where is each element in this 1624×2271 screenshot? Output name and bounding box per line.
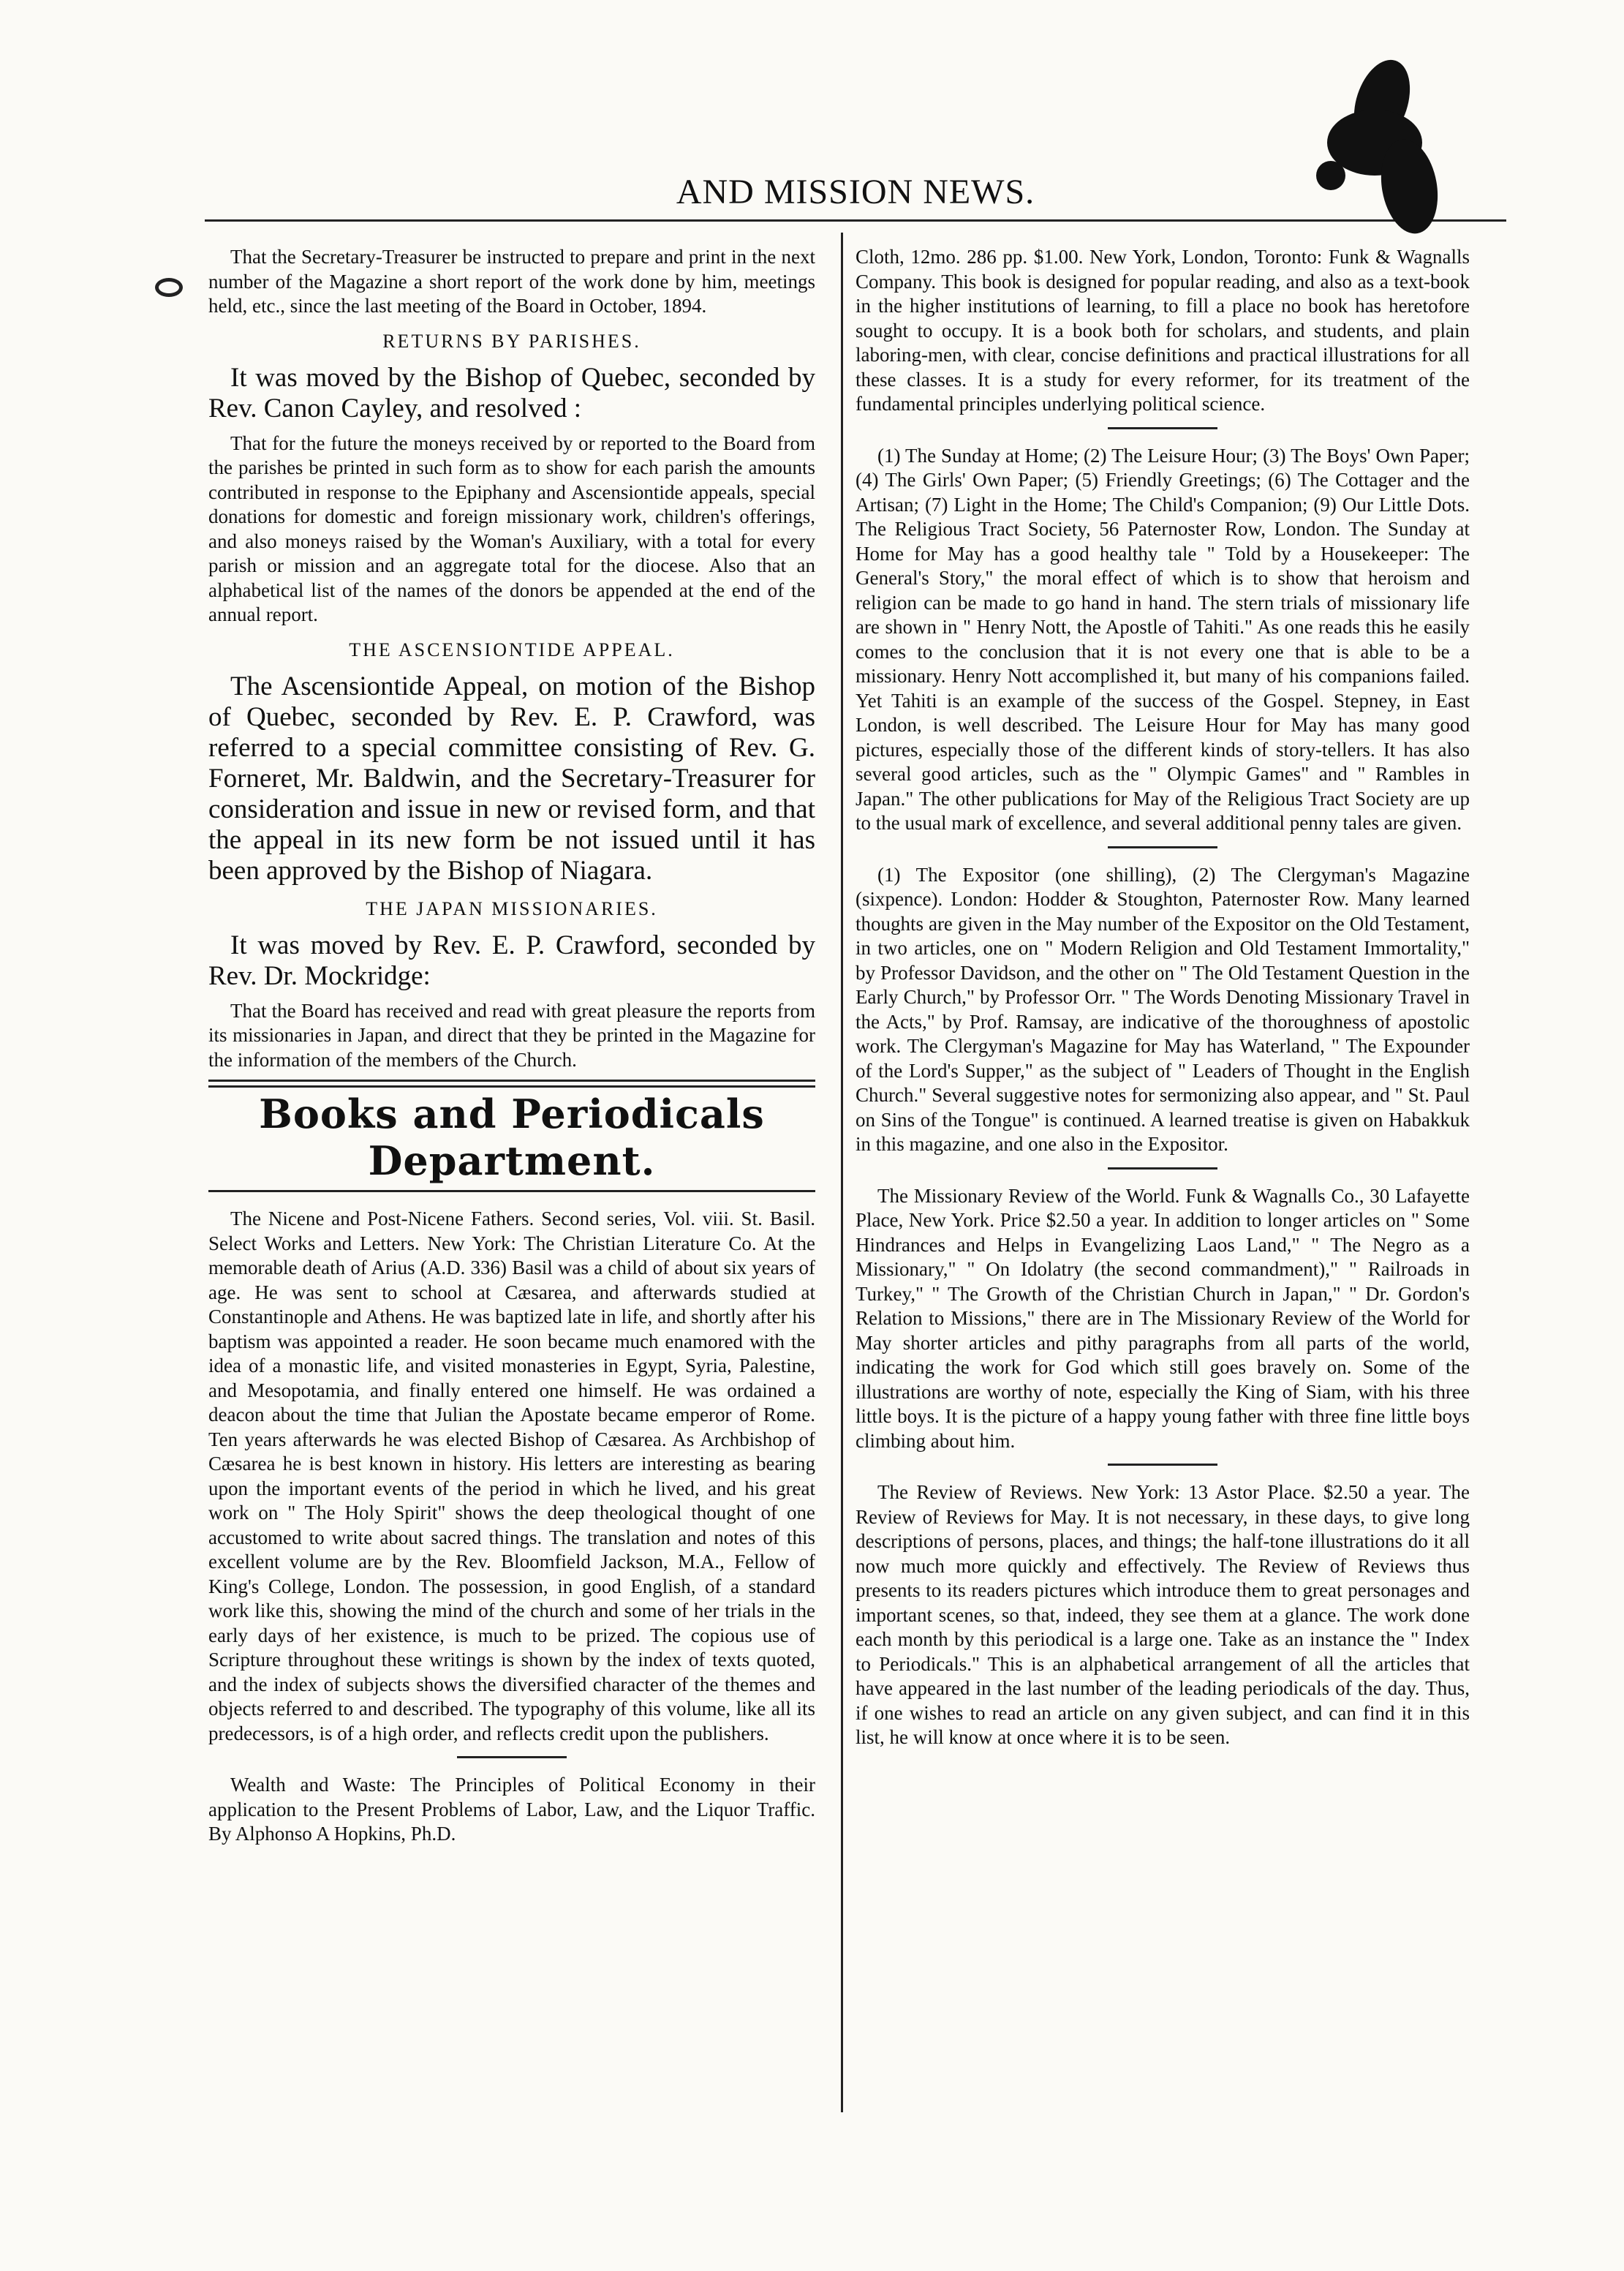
heading-japan-missionaries: THE JAPAN MISSIONARIES. xyxy=(366,897,658,919)
motion-japan: It was moved by Rev. E. P. Crawford, seconded by Rev. Dr. Mockridge: xyxy=(208,930,815,991)
separator xyxy=(1108,1167,1217,1170)
review-religious-tract-society: (1) The Sunday at Home; (2) The Leisure Hour; (3) The Boys' Own Paper; (4) The Girls' Own Paper; (5) Friendly Greetings; (6) The Cottager and the Artisan; (7) Light in the Home; The Child's Companion; (9) Our Little Dots. The Religious Tract Society, 56 Paternoster Row, London. The Sunday at Home for May has a good healthy tale " Told by a Housekeeper: The General's Story," the moral effect of which is to show that heroism and religion can be made to go hand in hand. The stern trials of missionary life are shown in " Henry Nott, the Apostle of Tahiti." As one reads this he easily comes to the conclusion that it is not every one that is able to be a missionary. Henry Nott accomplished it, but many of his companions failed. Yet Tahiti is an example of the success of the Gospel. Stepney, in East London, is well described. The Leisure Hour for May has many good pictures, especially those of the different kinds of story-tellers. It has also several good articles, such as the " Olympic Games" and " Rambles in Japan." The other publications for May of the Religious Tract Society are up to the usual mark of excellence, and several additional penny tales are given. xyxy=(856,444,1470,834)
header-rule xyxy=(205,219,1506,222)
heading-ascensiontide-appeal: THE ASCENSIONTIDE APPEAL. xyxy=(349,639,675,660)
ink-blot xyxy=(1313,51,1444,241)
review-review-of-reviews: The Review of Reviews. New York: 13 Astor Place. $2.50 a year. The Review of Reviews for May. It is not necessary, in these days, to give long descriptions of persons, places, and things; the half-tone illustrations do it all now much more quickly and effectively. The Review of Reviews thus presents to its readers pictures which introduce them to great personages and important scenes, so that, indeed, they see them at a glance. The work done each month by this periodical is a large one. Take as an instance the " Index to Periodicals." This is an alphabetical arrangement of all the articles that have appeared in the last number of the leading periodicals of the day. Thus, if one wishes to read an article on any given subject, and can find it in this list, he will know at once where it is to be seen. xyxy=(856,1481,1470,1748)
review-nicene-fathers: The Nicene and Post-Nicene Fathers. Second series, Vol. viii. St. Basil. Select Works and Letters. New York: The Christian Literature Co. At the memorable death of Arius (A.D. 336) Basil was a child of about six years of age. He was sent to school at Cæsarea, and afterwards studied at Constantinople and Athens. He was baptized late in life, and shortly after his baptism was appointed a reader. He soon became much enamored with the idea of a monastic life, and visited monasteries in Egypt, Syria, Palestine, and Mesopotamia, and finally entered one himself. He was ordained a deacon about the time that Julian the Apostate became emperor of Rome. Ten years afterwards he was elected Bishop of Cæsarea. As Archbishop of Cæsarea he is best known in history. His letters are interesting as bearing upon the important events of the period in which he lived, and his great work on " The Holy Spirit" shows the deep theological thought of one accustomed to write about sacred things. The translation and notes of this excellent volume are by the Rev. Bloomfield Jackson, M.A., Fellow of King's College, London. The possession, in good English, of a standard work like this, showing the mind of the church and some of her trials in the early days of her existence, is much to be prized. The copious use of Scripture throughout these writings is shown by the index of texts quoted, and the index of subjects shows the diversified character of the themes and objects referred to and described. The typography of this volume, like all its predecessors, is of a high order, and reflects credit upon the publishers. xyxy=(208,1208,815,1744)
motion-appeal: The Ascensiontide Appeal, on motion of the Bishop of Quebec, seconded by Rev. E. P. Crawford, was referred to a special committee consisting of Rev. G. Forneret, Mr. Baldwin, and the Secretary-Treasurer for consideration and issue in new or revised form, and that the appeal in its new form be not issued until it has been approved by the Bishop of Niagara. xyxy=(208,671,815,886)
right-column xyxy=(856,245,1470,1758)
motion-returns: It was moved by the Bishop of Quebec, seconded by Rev. Canon Cayley, and resolved : xyxy=(208,362,815,423)
section-rule xyxy=(208,1080,815,1088)
resolution-japan: That the Board has received and read with great pleasure the reports from its missionaries in Japan, and direct that they be printed in the Magazine for the information of the members of the Church. xyxy=(208,999,815,1071)
separator xyxy=(1108,1464,1217,1466)
separator xyxy=(1108,846,1217,848)
resolution-returns: That for the future the moneys received by or reported to the Board from the parishes be printed in such form as to show for each parish the amounts contributed in response to the Epiphany and Ascensiontide appeals, special donations for domestic and foreign missionary work, children's offerings, and also moneys raised by the Woman's Auxiliary, with a total for every parish or mission and an aggregate total for the diocese. Also that an alphabetical list of the names of the donors be appended at the end of the annual report. xyxy=(208,432,815,625)
separator xyxy=(457,1756,567,1758)
review-wealth-and-waste-cont: Cloth, 12mo. 286 pp. $1.00. New York, London, Toronto: Funk & Wagnalls Company. This book is designed for popular reading, and also as a text-book in the higher institutions of learning, to fill a place no book has heretofore sought to occupy. It is a book both for scholars, and students, and plain laboring-men, with clear, concise definitions and practical illustrations for all these classes. It is a study for every reformer, for its treatment of the fundamental principles underlying political science. xyxy=(856,246,1470,415)
review-missionary-review: The Missionary Review of the World. Funk & Wagnalls Co., 30 Lafayette Place, New York. Price $2.50 a year. In addition to longer articles on " Some Hindrances and Helps in Evangelizing Laos Land," " The Negro as a Missionary," " On Idolatry (the second commandment)," " Railroads in Turkey," " The Growth of the Christian Church in Japan," " Dr. Gordon's Relation to Missions," there are in The Missionary Review of the World for May shorter articles and pithy paragraphs from all parts of the world, indicating the work for God which still goes bravely on. Some of the illustrations are worthy of note, especially the King of Siam, with his three little boys. It is the picture of a happy young father with three fine little boys climbing about him. xyxy=(856,1184,1470,1452)
left-column xyxy=(208,245,815,1854)
heading-returns-by-parishes: RETURNS BY PARISHES. xyxy=(382,330,641,352)
department-rule xyxy=(208,1190,815,1192)
page-header: AND MISSION NEWS. xyxy=(676,173,1035,211)
separator xyxy=(1108,427,1217,429)
review-expositor: (1) The Expositor (one shilling), (2) The Clergyman's Magazine (sixpence). London: Hodder & Stoughton, Paternoster Row. Many learned thoughts are given in the May number of the Expositor on the Old Testament, in two articles, one on " Modern Religion and Old Testament Immortality," by Professor Davidson, and the other on " The Old Testament Question in the Early Church," by Professor Orr. " The Words Denoting Missionary Travel in the Acts," by Prof. Ramsay, are indicative of the thoroughness of apostolic work. The Clergyman's Magazine for May has Waterland, " The Expounder of the Lord's Supper," as the subject of " Leaders of Thought in the English Church." Several suggestive notes for sermonizing also appear, and " St. Paul on Sins of the Tongue" is continued. A learned treatise is given on Habakkuk in this magazine, and one also in the Expositor. xyxy=(856,863,1470,1155)
column-divider xyxy=(841,233,843,2112)
margin-mark xyxy=(155,278,183,297)
resolution-report: That the Secretary-Treasurer be instructed to prepare and print in the next number of the Magazine a short report of the work done by him, meetings held, etc., since the last meeting of the Board in October, 1894. xyxy=(208,246,815,317)
review-wealth-and-waste: Wealth and Waste: The Principles of Political Economy in their application to the Present Problems of Labor, Law, and the Liquor Traffic. By Alphonso A Hopkins, Ph.D. xyxy=(208,1774,815,1845)
department-heading: Books and Periodicals Department. xyxy=(259,1091,765,1184)
